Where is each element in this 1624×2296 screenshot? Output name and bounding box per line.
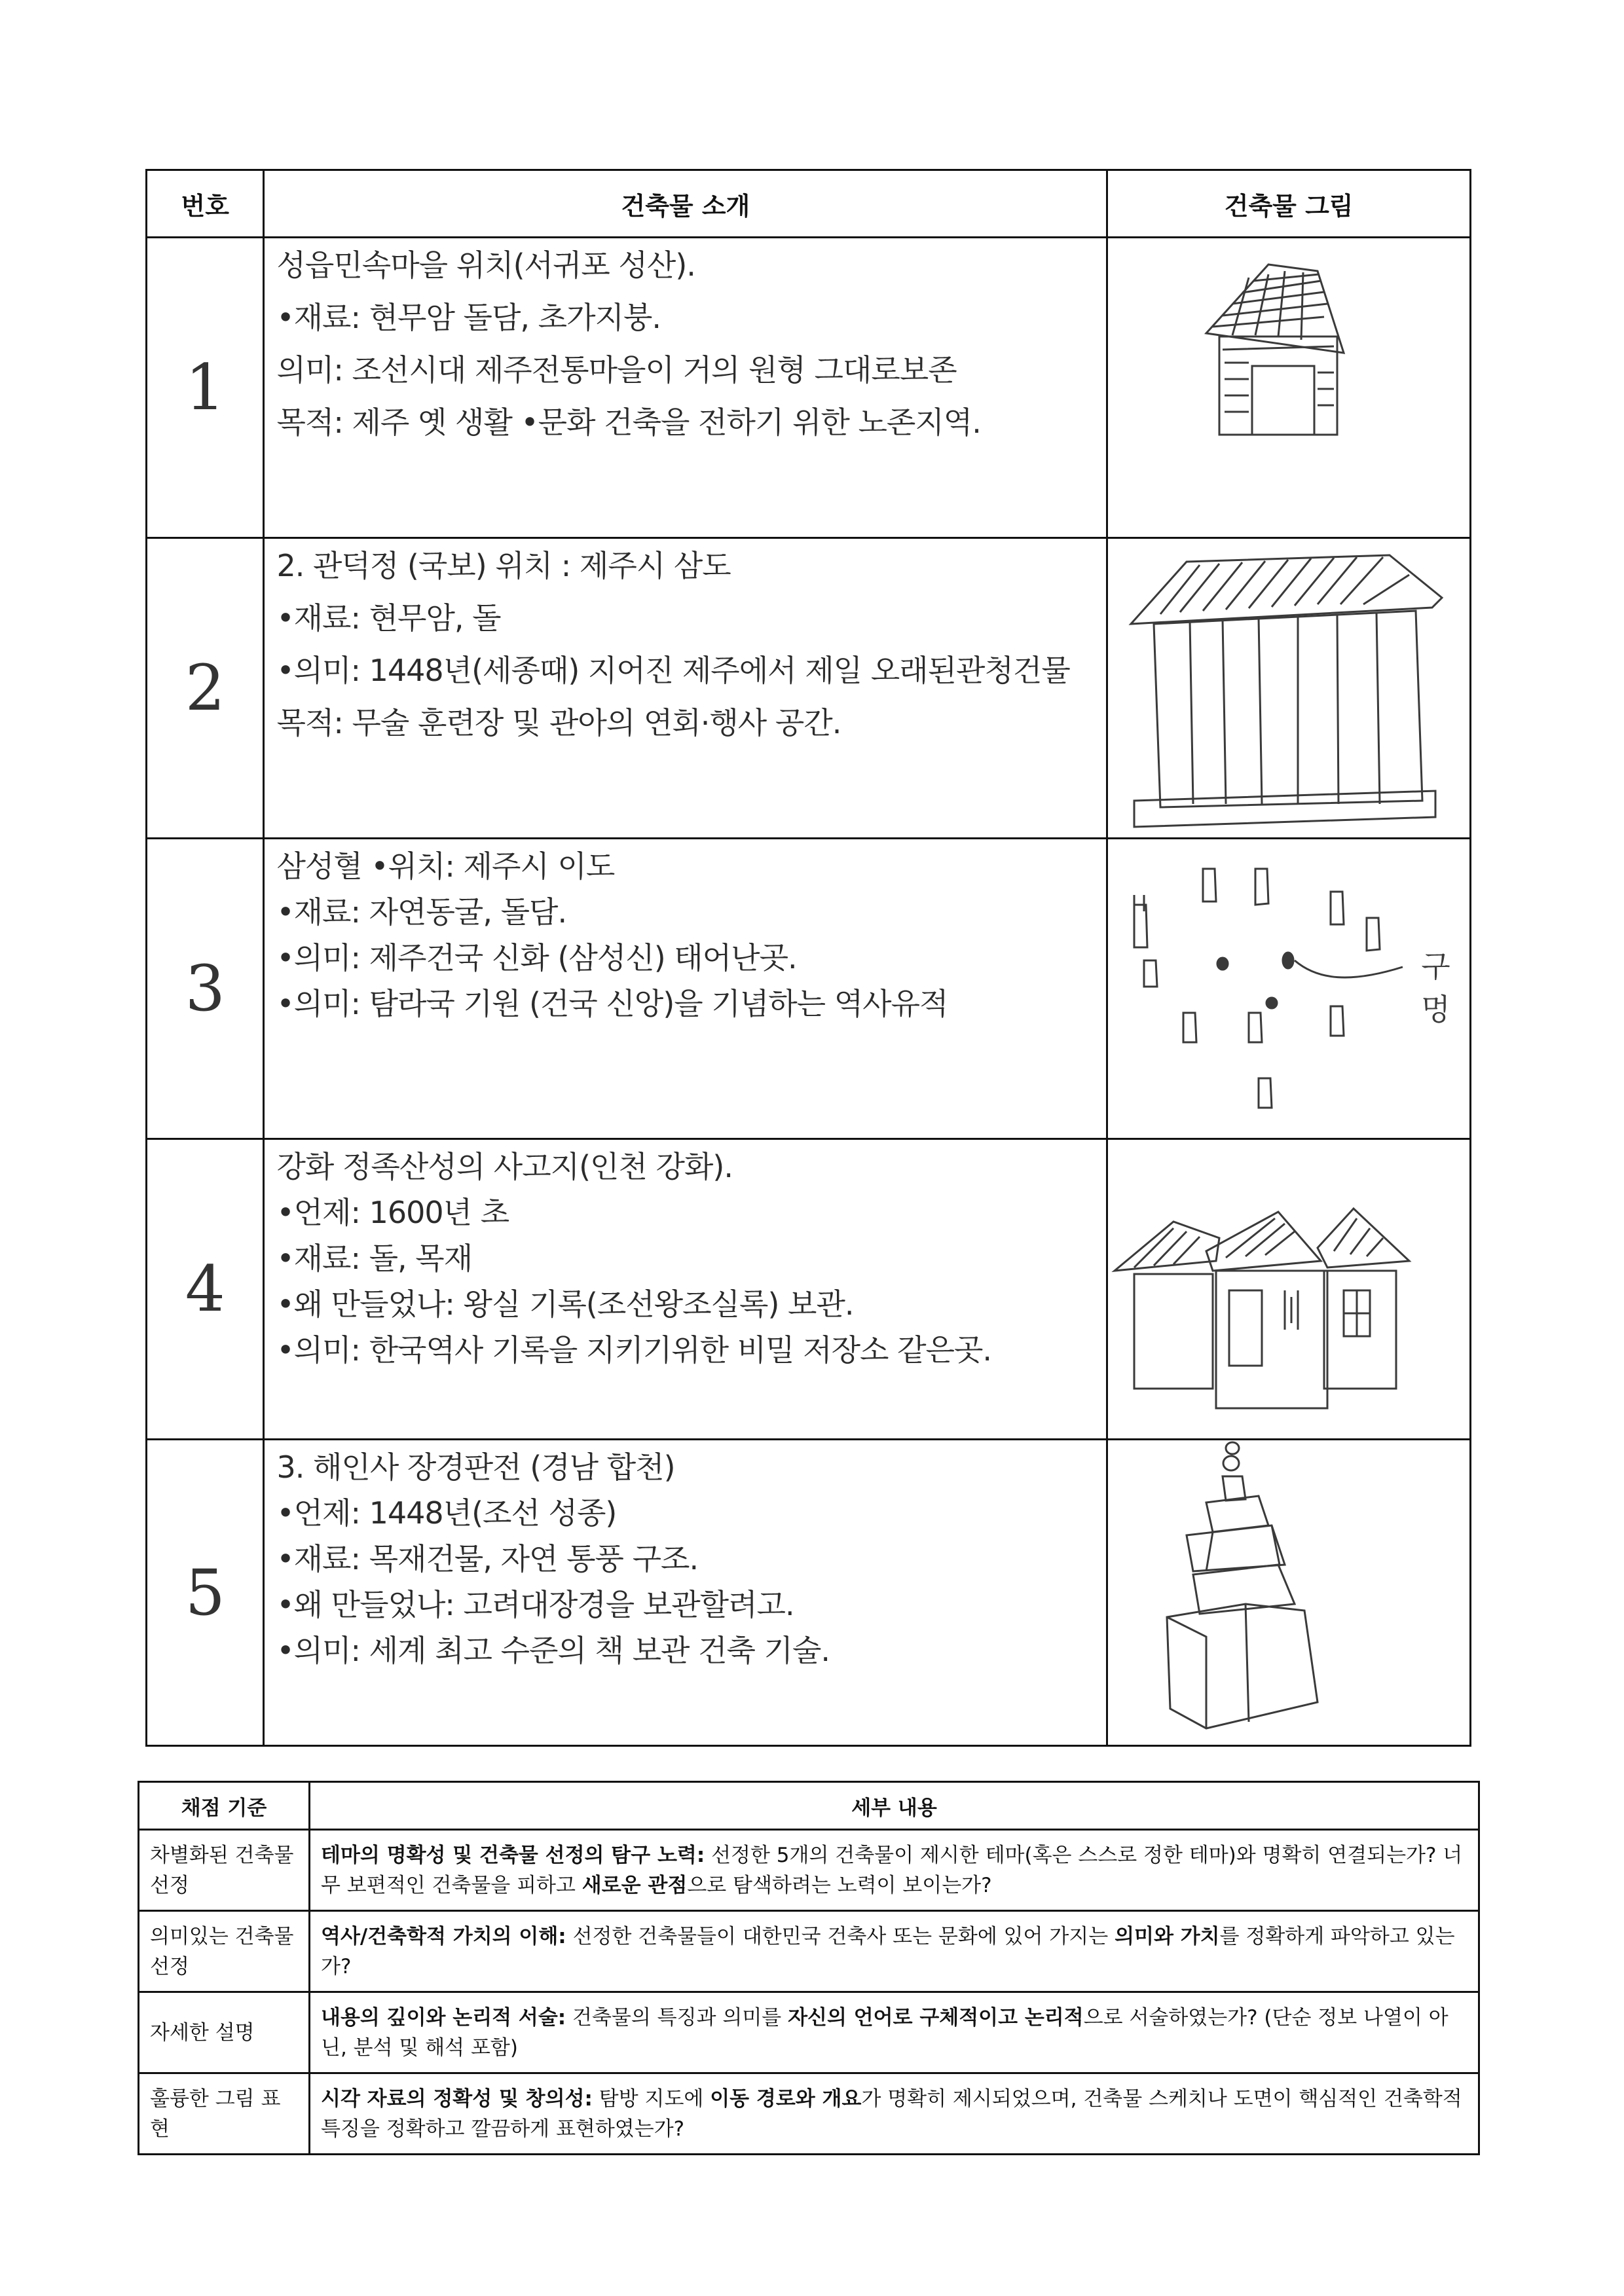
sketch-label-hole: 구멍 [1421, 949, 1450, 1027]
details-lead: 역사/건축학적 가치의 이해: [321, 1924, 566, 1948]
archive-buildings-sketch [1108, 1140, 1470, 1438]
details-cell [310, 1911, 1479, 1992]
drawing-cell [1107, 1139, 1471, 1440]
table-row [147, 1440, 1471, 1746]
details-text: 를 정확하게 파악하고 있는가? [321, 1924, 1455, 1978]
intro-line: •언제: 1600년 초 [276, 1197, 509, 1228]
table-row [147, 839, 1471, 1139]
row-number: 4 [185, 1252, 225, 1326]
intro-line: •왜 만들었나: 왕실 기록(조선왕조실록) 보관. [276, 1289, 854, 1319]
thatched-house-sketch [1108, 238, 1470, 537]
drawing-cell [1107, 1440, 1471, 1746]
details-cell [310, 1992, 1479, 2073]
rubric-row [139, 2073, 1479, 2155]
intro-line: •의미: 탐라국 기원 (건국 신앙)을 기념하는 역사유적 [276, 989, 948, 1019]
shrine-holes-sketch [1108, 839, 1470, 1138]
details-text: 탐방 지도에 [592, 2086, 710, 2111]
header-drawing: 건축물 그림 [1107, 170, 1471, 238]
intro-cell [264, 238, 1107, 538]
intro-cell [264, 1139, 1107, 1440]
rubric-row [139, 1911, 1479, 1992]
details-text: 선정한 5개의 건축물이 제시한 테마(혹은 스스로 정한 테마)와 명확히 연결되는가? 너무 보편적인 건축물을 피하고 [321, 1843, 1463, 1897]
intro-line: •재료: 현무암 돌담, 초가지붕. [276, 302, 661, 333]
row-number-cell [147, 538, 264, 839]
details-lead: 테마의 명확성 및 건축물 선정의 탐구 노력: [321, 1843, 705, 1867]
criteria-cell: 차별화된 건축물 선정 [139, 1830, 310, 1911]
intro-cell [264, 839, 1107, 1139]
intro-line: •언제: 1448년(조선 성종) [276, 1498, 617, 1528]
details-emphasis: 새로운 관점 [581, 1873, 688, 1897]
row-number-cell [147, 1139, 264, 1440]
details-text: 선정한 건축물들이 대한민국 건축사 또는 문화에 있어 가지는 [566, 1924, 1115, 1948]
pagoda-sketch [1108, 1440, 1470, 1745]
row-number: 3 [185, 952, 225, 1025]
header-intro: 건축물 소개 [264, 170, 1107, 238]
row-number: 1 [185, 351, 225, 424]
drawing-cell [1107, 238, 1471, 538]
grading-rubric-table [138, 1781, 1480, 2155]
criteria-cell: 훌륭한 그림 표현 [139, 2073, 310, 2155]
header-criteria: 채점 기준 [139, 1782, 310, 1830]
details-cell [310, 2073, 1479, 2155]
header-details: 세부 내용 [310, 1782, 1479, 1830]
details-emphasis: 이동 경로와 개요 [710, 2086, 862, 2111]
intro-line: 강화 정족산성의 사고지(인천 강화). [276, 1152, 733, 1182]
details-text: 건축물의 특징과 의미를 [566, 2005, 788, 2030]
intro-line: •재료: 돌, 목재 [276, 1243, 473, 1273]
intro-line: •의미: 1448년(세종때) 지어진 제주에서 제일 오래된관청건물 [276, 655, 1070, 685]
intro-line: •의미: 세계 최고 수준의 책 보관 건축 기술. [276, 1635, 830, 1666]
details-lead: 내용의 깊이와 논리적 서술: [321, 2005, 566, 2030]
row-number-cell [147, 839, 264, 1139]
intro-cell [264, 1440, 1107, 1746]
criteria-cell: 자세한 설명 [139, 1992, 310, 2073]
details-text: 으로 서술하였는가? (단순 정보 나열이 아닌, 분석 및 해석 포함) [321, 2005, 1449, 2060]
intro-cell [264, 538, 1107, 839]
intro-line: 목적: 무술 훈련장 및 관아의 연회·행사 공간. [276, 708, 841, 738]
details-text: 가 명확히 제시되었으며, 건축물 스케치나 도면이 핵심적인 건축학적 특징을 정확하고 깔끔하게 표현하였는가? [321, 2086, 1462, 2141]
rubric-row [139, 1992, 1479, 2073]
table-row [147, 538, 1471, 839]
building-intro-table [145, 169, 1471, 1747]
intro-line: •재료: 목재건물, 자연 통풍 구조. [276, 1544, 699, 1574]
details-emphasis: 의미와 가치 [1115, 1924, 1220, 1948]
intro-line: 성읍민속마을 위치(서귀포 성산). [276, 250, 695, 280]
table-row [147, 238, 1471, 538]
row-number-cell [147, 1440, 264, 1746]
pavilion-sketch [1108, 539, 1470, 837]
row-number-cell [147, 238, 264, 538]
intro-line: 목적: 제주 옛 생활 •문화 건축을 전하기 위한 노존지역. [276, 407, 981, 437]
header-number: 번호 [147, 170, 264, 238]
intro-line: 2. 관덕정 (국보) 위치 : 제주시 삼도 [276, 551, 731, 581]
row-number: 2 [185, 651, 225, 725]
details-cell [310, 1830, 1479, 1911]
details-emphasis: 자신의 언어로 구체적이고 논리적 [788, 2005, 1084, 2030]
details-text: 으로 탐색하려는 노력이 보이는가? [687, 1873, 992, 1897]
drawing-cell [1107, 839, 1471, 1139]
row-number: 5 [185, 1556, 225, 1630]
criteria-cell: 의미있는 건축물 선정 [139, 1911, 310, 1992]
intro-line: 의미: 조선시대 제주전통마을이 거의 원형 그대로보존 [276, 355, 957, 385]
intro-line: •의미: 제주건국 신화 (삼성신) 태어난곳. [276, 943, 797, 973]
drawing-cell [1107, 538, 1471, 839]
intro-line: 3. 해인사 장경판전 (경남 합천) [276, 1452, 675, 1482]
intro-line: •재료: 현무암, 돌 [276, 603, 501, 633]
rubric-row [139, 1830, 1479, 1911]
intro-line: •의미: 한국역사 기록을 지키기위한 비밀 저장소 같은곳. [276, 1335, 992, 1365]
intro-line: •재료: 자연동굴, 돌담. [276, 897, 567, 927]
intro-line: •왜 만들었나: 고려대장경을 보관할려고. [276, 1590, 794, 1620]
table-row [147, 1139, 1471, 1440]
intro-line: 삼성혈 •위치: 제주시 이도 [276, 851, 615, 881]
details-lead: 시각 자료의 정확성 및 창의성: [321, 2086, 593, 2111]
